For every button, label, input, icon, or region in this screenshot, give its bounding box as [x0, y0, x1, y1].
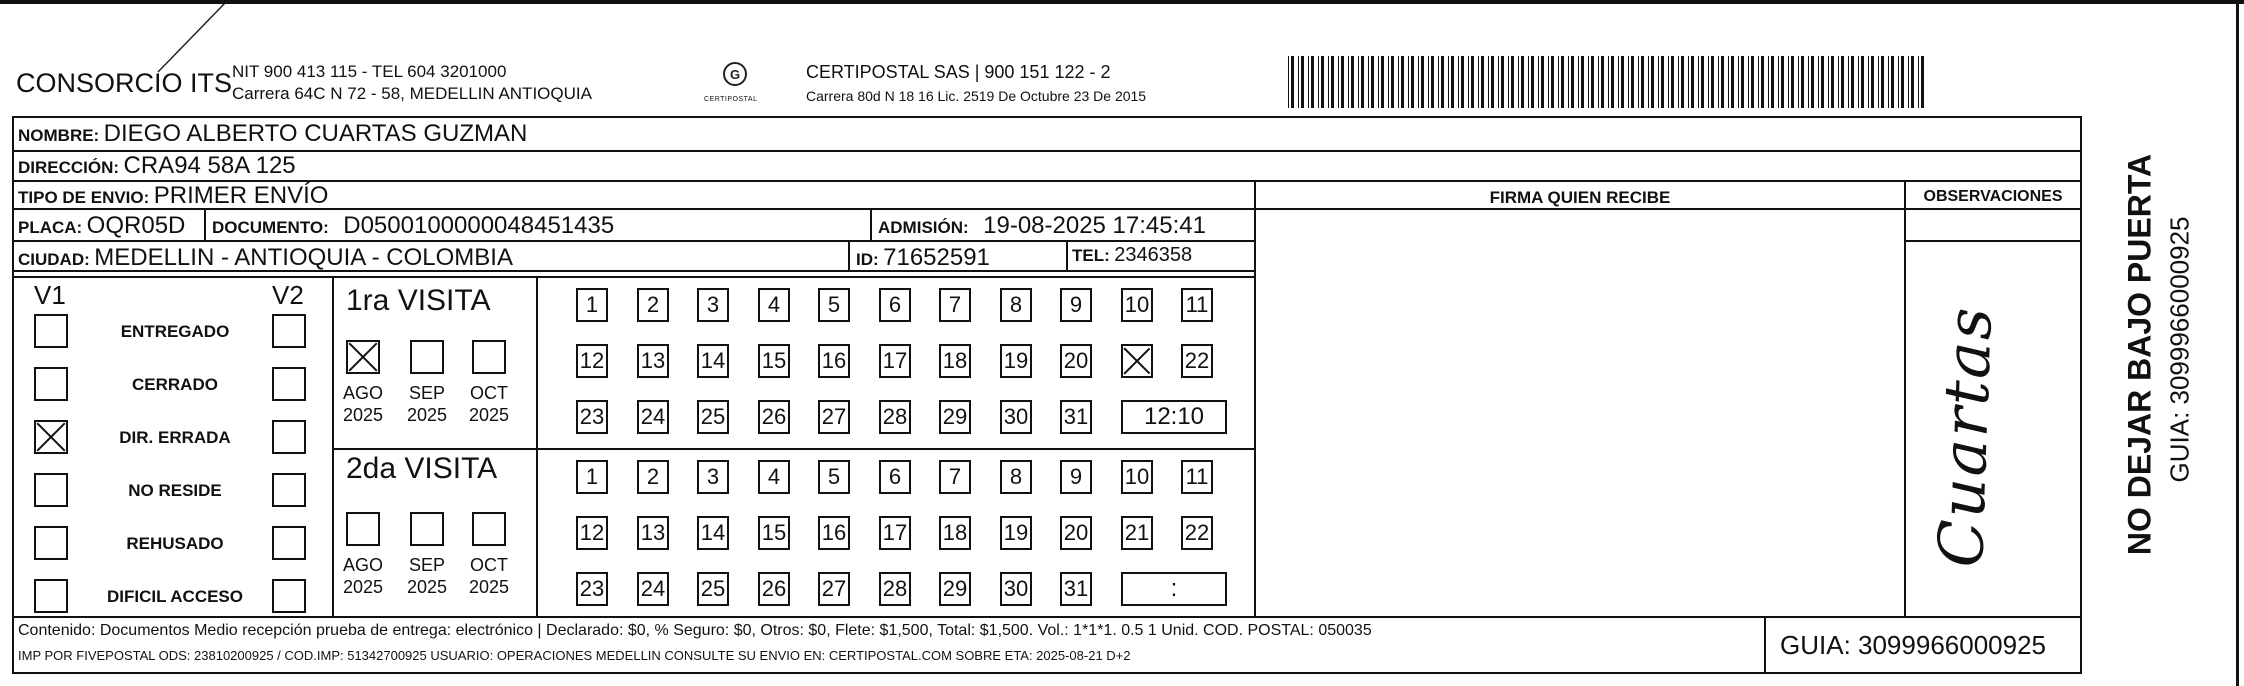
barcode-bar — [1361, 56, 1364, 108]
name-value: DIEGO ALBERTO CUARTAS GUZMAN — [103, 120, 528, 147]
barcode-bar — [1548, 56, 1549, 108]
id-value: 71652591 — [883, 244, 990, 271]
barcode-bar — [1461, 56, 1464, 108]
day-box[interactable]: 25 — [697, 400, 729, 434]
row-line-footer — [12, 616, 2082, 618]
barcode-bar — [1758, 56, 1759, 108]
signature-text: Cuartas — [1923, 304, 2007, 569]
barcode-bar — [1568, 56, 1569, 108]
barcode-bar — [1508, 56, 1509, 108]
barcode-bar — [1641, 56, 1644, 108]
barcode-bar — [1638, 56, 1639, 108]
day-box[interactable]: 3 — [697, 460, 729, 494]
day-box[interactable]: 16 — [818, 516, 850, 550]
day-box[interactable]: 12 — [576, 516, 608, 550]
barcode-bar — [1791, 56, 1794, 108]
document-value: D0500100000048451435 — [343, 212, 615, 239]
day-box[interactable]: 10 — [1121, 460, 1153, 494]
month-year: 2025 — [468, 577, 510, 597]
row-line-1 — [12, 150, 2082, 152]
day-box[interactable]: 18 — [939, 344, 971, 378]
barcode-bar — [1538, 56, 1539, 108]
barcode-bar — [1648, 56, 1649, 108]
id-label: ID: — [856, 250, 879, 269]
tel-label: TEL: — [1072, 246, 1110, 265]
barcode-bar — [1358, 56, 1359, 108]
barcode-bar — [1681, 56, 1684, 108]
barcode-bar — [1798, 56, 1799, 108]
barcode-bar — [1381, 56, 1384, 108]
barcode-bar — [1661, 56, 1664, 108]
barcode-bar — [1921, 56, 1924, 108]
day-box[interactable]: 1 — [576, 460, 608, 494]
barcode-bar — [1708, 56, 1709, 108]
day-box[interactable]: 6 — [879, 460, 911, 494]
barcode-bar — [1388, 56, 1389, 108]
barcode-bar — [1628, 56, 1629, 108]
month-name: OCT — [470, 555, 508, 575]
day-box[interactable]: 3 — [697, 288, 729, 322]
barcode-bar — [1761, 56, 1764, 108]
barcode-bar — [1821, 56, 1824, 108]
day-box[interactable]: 30 — [1000, 400, 1032, 434]
day-box[interactable]: 20 — [1060, 344, 1092, 378]
plate-field — [18, 212, 185, 240]
barcode-bar — [1851, 56, 1854, 108]
day-box[interactable]: 7 — [939, 460, 971, 494]
barcode-bar — [1471, 56, 1474, 108]
day-box[interactable]: 19 — [1000, 344, 1032, 378]
handwritten-signature — [1920, 260, 2010, 590]
document-field — [212, 212, 614, 240]
barcode-bar — [1808, 56, 1809, 108]
barcode-bar — [1481, 56, 1484, 108]
status-label: CERRADO — [132, 375, 218, 394]
address-label: DIRECCIÓN: — [18, 158, 120, 177]
day-box[interactable]: 25 — [697, 572, 729, 606]
barcode-bar — [1631, 56, 1634, 108]
company-line-2: Carrera 64C N 72 - 58, MEDELLIN ANTIOQUIA — [232, 84, 592, 103]
barcode-bar — [1658, 56, 1659, 108]
barcode-bar — [1571, 56, 1574, 108]
v2-checkbox[interactable] — [272, 420, 306, 454]
barcode-bar — [1698, 56, 1699, 108]
barcode-bar — [1438, 56, 1439, 108]
barcode-bar — [1751, 56, 1754, 108]
row-line-mid — [332, 448, 1254, 450]
barcode-bar — [1741, 56, 1744, 108]
day-box[interactable]: 11 — [1181, 288, 1213, 322]
status-label: REHUSADO — [126, 534, 224, 553]
city-value: MEDELLIN - ANTIOQUIA - COLOMBIA — [94, 244, 513, 271]
v2-checkbox[interactable] — [272, 314, 306, 348]
side-guia: GUIA: 3099966000925 — [2164, 216, 2195, 483]
barcode-bar — [1828, 56, 1829, 108]
day-box[interactable]: 31 — [1060, 400, 1092, 434]
footer-line-2: IMP POR FIVEPOSTAL ODS: 23810200925 / COD.IMP: 51342700925 USUARIO: OPERACIONES MEDELLIN CONSULTE SU ENVIO EN: CERTIPOSTAL.COM SOBRE ETA: 2025-08-21 D+2 — [18, 648, 1131, 663]
day-box[interactable]: 24 — [637, 572, 669, 606]
admission-label: ADMISIÓN: — [878, 218, 969, 237]
barcode-bar — [1701, 56, 1704, 108]
frame-top — [12, 116, 2082, 118]
barcode-bar — [1448, 56, 1449, 108]
status-label: DIFICIL ACCESO — [106, 587, 243, 606]
firma-label: FIRMA QUIEN RECIBE — [1489, 188, 1671, 207]
day-box[interactable]: 26 — [758, 400, 790, 434]
month-checkbox[interactable] — [410, 340, 444, 374]
month-name: OCT — [470, 383, 508, 403]
shipping-field — [18, 182, 328, 210]
barcode-bar — [1291, 56, 1294, 108]
barcode-bar — [1891, 56, 1894, 108]
footer-guia: GUIA: 3099966000925 — [1780, 630, 2046, 660]
v1-checkbox[interactable] — [34, 473, 68, 507]
day-box[interactable]: 13 — [637, 516, 669, 550]
barcode-bar — [1711, 56, 1714, 108]
month-checkbox[interactable] — [346, 340, 380, 374]
barcode-bar — [1908, 56, 1909, 108]
barcode-bar — [1811, 56, 1814, 108]
barcode-bar — [1551, 56, 1554, 108]
barcode-bar — [1788, 56, 1789, 108]
plate-label: PLACA: — [18, 218, 83, 237]
barcode-bar — [1408, 56, 1409, 108]
v1-checkbox[interactable] — [34, 526, 68, 560]
day-box[interactable]: 31 — [1060, 572, 1092, 606]
barcode-bar — [1441, 56, 1444, 108]
day-box[interactable]: 28 — [879, 400, 911, 434]
day-box[interactable]: 24 — [637, 400, 669, 434]
barcode-bar — [1418, 56, 1419, 108]
footer-line-1: Contenido: Documentos Medio recepción prueba de entrega: electrónico | Declarado: $0, % Seguro: $0, Otros: $0, Flete: $1,500, Total: $1,500. Vol.: 1*1*1. 0.5 1 Unid. COD. POSTAL: 050035 — [18, 622, 1372, 639]
day-box[interactable]: 20 — [1060, 516, 1092, 550]
barcode-bar — [1328, 56, 1329, 108]
col-admission-sep — [870, 208, 872, 240]
day-box[interactable]: 27 — [818, 400, 850, 434]
barcode-bar — [1458, 56, 1459, 108]
barcode-bar — [1421, 56, 1424, 108]
shipping-label: TIPO DE ENVIO: — [18, 188, 150, 207]
barcode-bar — [1618, 56, 1619, 108]
barcode-bar — [1561, 56, 1564, 108]
day-box[interactable]: 2 — [637, 288, 669, 322]
day-box[interactable]: 4 — [758, 460, 790, 494]
barcode-bar — [1818, 56, 1819, 108]
day-box[interactable]: 6 — [879, 288, 911, 322]
barcode-bar — [1771, 56, 1774, 108]
company-name: CONSORCIO ITS — [16, 68, 233, 98]
day-box[interactable]: 8 — [1000, 288, 1032, 322]
document-label: DOCUMENTO: — [212, 218, 329, 237]
plate-value: OQR05D — [86, 212, 186, 239]
barcode-bar — [1351, 56, 1354, 108]
month-year: 2025 — [406, 577, 448, 597]
day-box[interactable]: 13 — [637, 344, 669, 378]
time-field[interactable]: 12:10 — [1121, 400, 1227, 434]
day-box[interactable]: 4 — [758, 288, 790, 322]
day-box[interactable]: 17 — [879, 344, 911, 378]
barcode-bar — [1881, 56, 1884, 108]
barcode-bar — [1871, 56, 1874, 108]
barcode-bar — [1731, 56, 1734, 108]
v2-checkbox[interactable] — [272, 473, 306, 507]
row-line-4b — [1904, 240, 2082, 242]
barcode-bar — [1491, 56, 1494, 108]
barcode-bar — [1311, 56, 1314, 108]
name-field — [18, 120, 527, 148]
day-box[interactable]: 17 — [879, 516, 911, 550]
visit1-title: 1ra VISITA — [346, 284, 491, 317]
logo-caption: CERTIPOSTAL — [704, 96, 758, 103]
month-checkbox[interactable] — [346, 512, 380, 546]
row-line-6 — [12, 276, 1254, 278]
barcode — [1288, 56, 1928, 108]
barcode-bar — [1528, 56, 1529, 108]
barcode-bar — [1831, 56, 1834, 108]
barcode-bar — [1288, 56, 1289, 108]
day-box[interactable]: 23 — [576, 572, 608, 606]
barcode-bar — [1721, 56, 1724, 108]
status-label: ENTREGADO — [120, 322, 230, 341]
barcode-bar — [1861, 56, 1864, 108]
barcode-bar — [1371, 56, 1374, 108]
observaciones-label: OBSERVACIONES — [1923, 188, 2063, 205]
day-box[interactable]: 1 — [576, 288, 608, 322]
month-name: AGO — [342, 383, 383, 403]
barcode-bar — [1431, 56, 1434, 108]
day-box[interactable]: 9 — [1060, 288, 1092, 322]
col-tel-sep — [1066, 240, 1068, 270]
top-edge — [0, 0, 2244, 4]
v1-checkbox[interactable] — [34, 420, 68, 454]
barcode-bar — [1398, 56, 1399, 108]
barcode-bar — [1668, 56, 1669, 108]
name-label: NOMBRE: — [18, 126, 100, 145]
barcode-bar — [1841, 56, 1844, 108]
day-box[interactable]: 21 — [1121, 516, 1153, 550]
barcode-bar — [1401, 56, 1404, 108]
barcode-bar — [1838, 56, 1839, 108]
status-label: DIR. ERRADA — [119, 428, 231, 447]
tel-value: 2346358 — [1114, 244, 1193, 266]
day-box[interactable]: 11 — [1181, 460, 1213, 494]
frame-left — [12, 116, 14, 674]
day-box[interactable]: 10 — [1121, 288, 1153, 322]
barcode-bar — [1478, 56, 1479, 108]
barcode-bar — [1888, 56, 1889, 108]
barcode-bar — [1611, 56, 1614, 108]
admission-value: 19-08-2025 17:45:41 — [983, 212, 1206, 239]
barcode-bar — [1678, 56, 1679, 108]
col-plate-sep — [204, 208, 206, 240]
v1-checkbox[interactable] — [34, 579, 68, 613]
v2-checkbox[interactable] — [272, 367, 306, 401]
col-firma-left — [1254, 180, 1256, 616]
day-box[interactable]: 22 — [1181, 344, 1213, 378]
col-id-sep — [848, 240, 850, 270]
day-box[interactable]: 15 — [758, 344, 790, 378]
barcode-bar — [1858, 56, 1859, 108]
barcode-bar — [1391, 56, 1394, 108]
barcode-bar — [1558, 56, 1559, 108]
barcode-bar — [1748, 56, 1749, 108]
barcode-bar — [1898, 56, 1899, 108]
day-box[interactable]: 2 — [637, 460, 669, 494]
month-name: AGO — [342, 555, 383, 575]
barcode-bar — [1531, 56, 1534, 108]
barcode-bar — [1918, 56, 1919, 108]
barcode-bar — [1718, 56, 1719, 108]
city-label: CIUDAD: — [18, 250, 90, 269]
barcode-bar — [1588, 56, 1589, 108]
month-year: 2025 — [406, 405, 448, 425]
day-box[interactable]: 5 — [818, 288, 850, 322]
barcode-bar — [1298, 56, 1299, 108]
day-box[interactable]: 26 — [758, 572, 790, 606]
barcode-bar — [1318, 56, 1319, 108]
day-box[interactable]: 15 — [758, 516, 790, 550]
side-text — [2090, 140, 2240, 600]
v1-checkbox[interactable] — [34, 367, 68, 401]
month-name: SEP — [408, 383, 446, 403]
barcode-bar — [1728, 56, 1729, 108]
day-box[interactable]: 29 — [939, 572, 971, 606]
day-box[interactable]: 29 — [939, 400, 971, 434]
day-box[interactable]: 27 — [818, 572, 850, 606]
v2-checkbox[interactable] — [272, 526, 306, 560]
barcode-bar — [1688, 56, 1689, 108]
month-name: SEP — [408, 555, 446, 575]
certipostal-line-2: Carrera 80d N 18 16 Lic. 2519 De Octubre 23 De 2015 — [806, 88, 1147, 104]
barcode-bar — [1498, 56, 1499, 108]
barcode-bar — [1331, 56, 1334, 108]
v1-checkbox[interactable] — [34, 314, 68, 348]
col-visit-sep — [536, 276, 538, 616]
barcode-bar — [1518, 56, 1519, 108]
barcode-bar — [1878, 56, 1879, 108]
barcode-bar — [1601, 56, 1604, 108]
shipping-value: PRIMER ENVÍO — [153, 182, 329, 209]
address-field — [18, 152, 296, 180]
day-box[interactable]: 30 — [1000, 572, 1032, 606]
day-box[interactable]: 19 — [1000, 516, 1032, 550]
barcode-bar — [1378, 56, 1379, 108]
day-box[interactable]: 7 — [939, 288, 971, 322]
barcode-bar — [1801, 56, 1804, 108]
barcode-bar — [1768, 56, 1769, 108]
barcode-bar — [1301, 56, 1304, 108]
barcode-bar — [1338, 56, 1339, 108]
barcode-bar — [1781, 56, 1784, 108]
barcode-bar — [1911, 56, 1914, 108]
barcode-bar — [1348, 56, 1349, 108]
barcode-bar — [1308, 56, 1309, 108]
barcode-bar — [1868, 56, 1869, 108]
barcode-bar — [1848, 56, 1849, 108]
admission-field — [878, 212, 1206, 240]
city-field — [18, 244, 513, 272]
barcode-bar — [1541, 56, 1544, 108]
barcode-bar — [1578, 56, 1579, 108]
frame-bottom — [12, 672, 2082, 674]
col-status-sep — [332, 276, 334, 616]
barcode-bar — [1598, 56, 1599, 108]
barcode-bar — [1451, 56, 1454, 108]
id-field — [856, 244, 990, 272]
day-box[interactable]: 9 — [1060, 460, 1092, 494]
day-box[interactable]: 14 — [697, 516, 729, 550]
barcode-bar — [1778, 56, 1779, 108]
day-box[interactable]: 23 — [576, 400, 608, 434]
day-box[interactable]: 22 — [1181, 516, 1213, 550]
barcode-bar — [1651, 56, 1654, 108]
barcode-bar — [1608, 56, 1609, 108]
visit2-title: 2da VISITA — [346, 452, 498, 485]
month-checkbox[interactable] — [472, 340, 506, 374]
time-field[interactable]: : — [1121, 572, 1227, 606]
side-warning: NO DEJAR BAJO PUERTA — [2121, 153, 2158, 556]
barcode-bar — [1621, 56, 1624, 108]
barcode-bar — [1901, 56, 1904, 108]
day-box[interactable]: 5 — [818, 460, 850, 494]
barcode-bar — [1468, 56, 1469, 108]
barcode-bar — [1581, 56, 1584, 108]
barcode-bar — [1521, 56, 1524, 108]
barcode-bar — [1488, 56, 1489, 108]
status-label: NO RESIDE — [128, 481, 222, 500]
company-line-1: NIT 900 413 115 - TEL 604 3201000 — [232, 62, 507, 81]
day-box[interactable]: 12 — [576, 344, 608, 378]
v1-label: V1 — [34, 280, 66, 310]
barcode-bar — [1738, 56, 1739, 108]
barcode-bar — [1321, 56, 1324, 108]
day-box[interactable]: 28 — [879, 572, 911, 606]
barcode-bar — [1671, 56, 1674, 108]
v2-checkbox[interactable] — [272, 579, 306, 613]
month-checkbox[interactable] — [472, 512, 506, 546]
svg-text:G: G — [729, 67, 741, 82]
day-box[interactable]: 16 — [818, 344, 850, 378]
barcode-bar — [1341, 56, 1344, 108]
frame-right — [2080, 116, 2082, 674]
day-box[interactable]: 14 — [697, 344, 729, 378]
day-box[interactable]: 8 — [1000, 460, 1032, 494]
month-year: 2025 — [468, 405, 510, 425]
col-obs-left — [1904, 180, 1906, 616]
barcode-bar — [1501, 56, 1504, 108]
day-box[interactable]: 18 — [939, 516, 971, 550]
col-guia-sep — [1764, 616, 1766, 674]
v2-label: V2 — [272, 280, 304, 310]
barcode-bar — [1411, 56, 1414, 108]
barcode-bar — [1691, 56, 1694, 108]
month-year: 2025 — [342, 405, 384, 425]
barcode-bar — [1428, 56, 1429, 108]
certipostal-line-1: CERTIPOSTAL SAS | 900 151 122 - 2 — [806, 62, 1111, 82]
barcode-bar — [1511, 56, 1514, 108]
tel-field — [1072, 244, 1192, 267]
address-value: CRA94 58A 125 — [123, 152, 296, 179]
barcode-bar — [1368, 56, 1369, 108]
barcode-bar — [1591, 56, 1594, 108]
month-year: 2025 — [342, 577, 384, 597]
day-box[interactable] — [1121, 344, 1153, 378]
month-checkbox[interactable] — [410, 512, 444, 546]
